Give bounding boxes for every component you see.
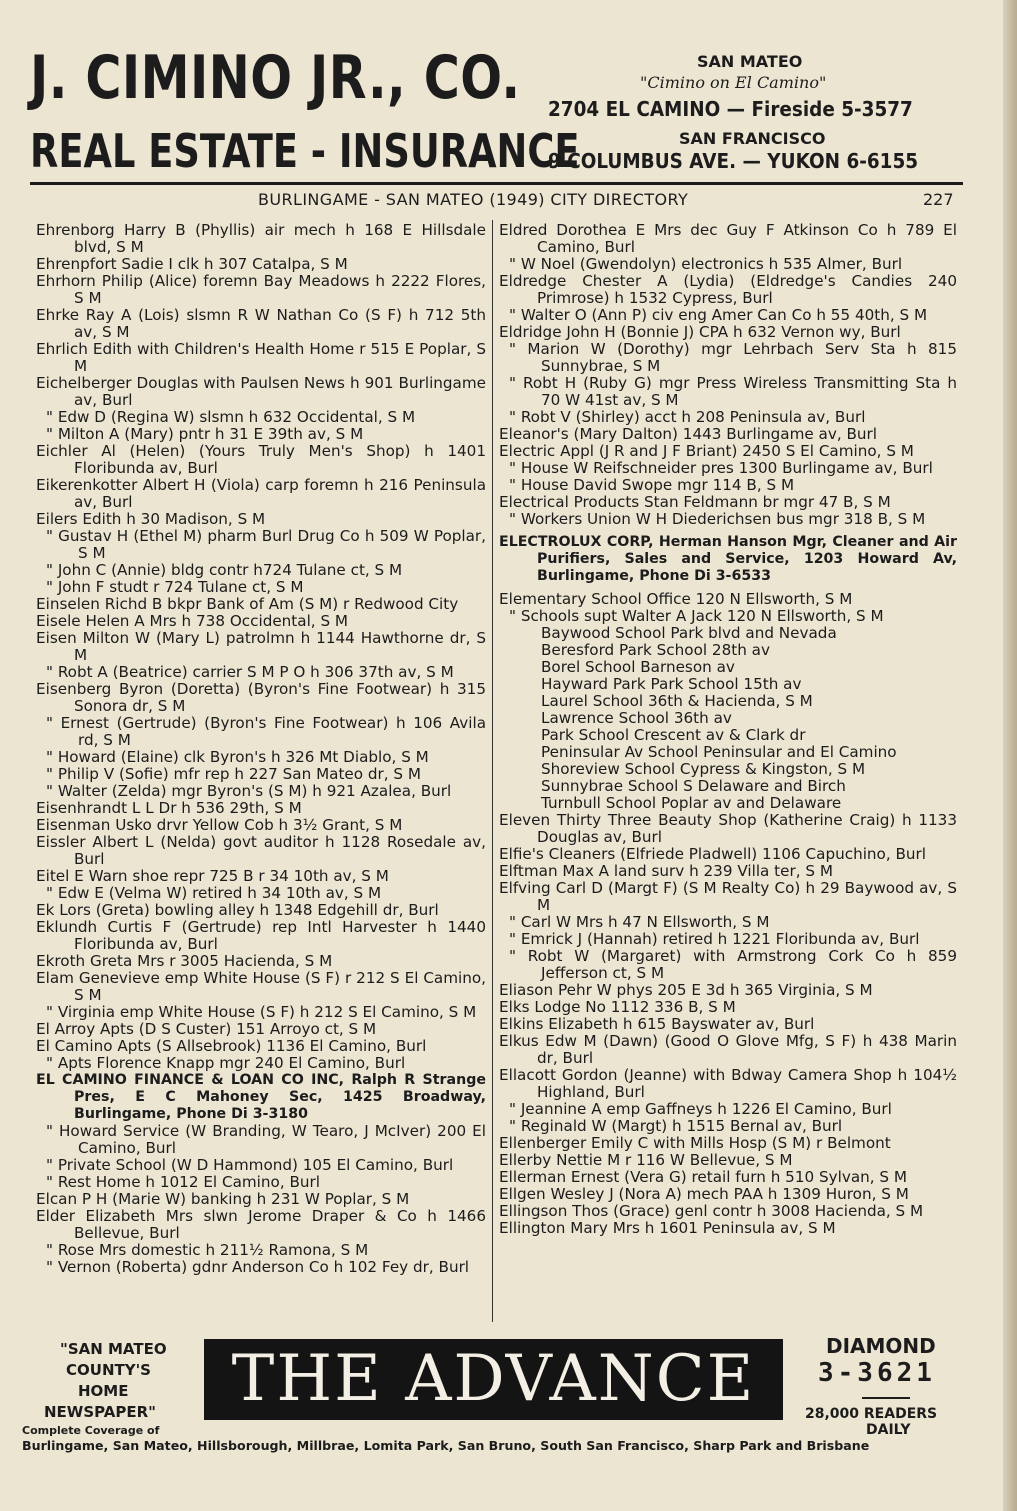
directory-entry: " Workers Union W H Diederichsen bus mgr 318 B, S M xyxy=(509,510,926,528)
directory-entry: " House W Reifschneider pres 1300 Burlingame av, Burl xyxy=(509,459,933,477)
directory-entry: Hayward Park Park School 15th av xyxy=(541,675,802,693)
directory-entry: Elftman Max A land surv h 239 Villa ter, S M xyxy=(499,862,833,880)
directory-entry: " Carl W Mrs h 47 N Ellsworth, S M xyxy=(509,913,770,931)
directory-entry: " Reginald W (Margt) h 1515 Bernal av, Burl xyxy=(509,1117,843,1135)
directory-entry: Shoreview School Cypress & Kingston, S M xyxy=(541,760,866,778)
directory-entry: Eissler Albert L (Nelda) govt auditor h 1128 Rosedale av, Burl xyxy=(36,833,486,868)
directory-entry: Eisen Milton W (Mary L) patrolmn h 1144 Hawthorne dr, S M xyxy=(36,629,486,664)
directory-entry: Ellington Mary Mrs h 1601 Peninsula av, S M xyxy=(499,1219,836,1237)
directory-entry: " Schools supt Walter A Jack 120 N Ellsworth, S M xyxy=(509,607,884,625)
frequency-label: DAILY xyxy=(866,1422,911,1438)
directory-entry: " Gustav H (Ethel M) pharm Burl Drug Co h 509 W Poplar, S M xyxy=(46,527,486,562)
directory-entry: " Philip V (Sofie) mfr rep h 227 San Mateo dr, S M xyxy=(46,765,422,783)
directory-entry: Ellacott Gordon (Jeanne) with Bdway Camera Shop h 104½ Highland, Burl xyxy=(499,1066,957,1101)
directory-entry: " Jeannine A emp Gaffneys h 1226 El Camino, Burl xyxy=(509,1100,892,1118)
advertisement-footer xyxy=(0,1330,1003,1511)
directory-entry: " Emrick J (Hannah) retired h 1221 Floribunda av, Burl xyxy=(509,930,920,948)
directory-entry: Eikerenkotter Albert H (Viola) carp foremn h 216 Peninsula av, Burl xyxy=(36,476,486,511)
directory-entry: Ehrlich Edith with Children's Health Home r 515 E Poplar, S M xyxy=(36,340,486,375)
directory-entry: " Marion W (Dorothy) mgr Lehrbach Serv Sta h 815 Sunnybrae, S M xyxy=(509,340,957,375)
directory-entry: Eldred Dorothea E Mrs dec Guy F Atkinson Co h 789 El Camino, Burl xyxy=(499,221,957,256)
directory-entry: Park School Crescent av & Clark dr xyxy=(541,726,806,744)
directory-entry: Baywood School Park blvd and Nevada xyxy=(541,624,837,642)
directory-entry: " Robt A (Beatrice) carrier S M P O h 306 37th av, S M xyxy=(46,663,454,681)
directory-entry: Elfving Carl D (Margt F) (S M Realty Co) h 29 Baywood av, S M xyxy=(499,879,957,914)
column-divider xyxy=(492,220,493,1322)
directory-entry: Eisenman Usko drvr Yellow Cob h 3½ Grant, S M xyxy=(36,816,403,834)
directory-entry: El Arroy Apts (D S Custer) 151 Arroyo ct, S M xyxy=(36,1020,377,1038)
directory-entry: Eleanor's (Mary Dalton) 1443 Burlingame av, Burl xyxy=(499,425,877,443)
directory-entry: Eisele Helen A Mrs h 738 Occidental, S M xyxy=(36,612,349,630)
directory-entry: " Vernon (Roberta) gdnr Anderson Co h 102 Fey dr, Burl xyxy=(46,1258,470,1276)
directory-entry: El Camino Apts (S Allsebrook) 1136 El Camino, Burl xyxy=(36,1037,427,1055)
readers-count: 28,000 READERS xyxy=(805,1406,938,1422)
company-services: REAL ESTATE - INSURANCE xyxy=(30,124,580,178)
directory-column-right xyxy=(499,222,957,1237)
directory-entry: Borel School Barneson av xyxy=(541,658,735,676)
directory-entry: " Robt V (Shirley) acct h 208 Peninsula av, Burl xyxy=(509,408,866,426)
directory-entry: Ellerby Nettie M r 116 W Bellevue, S M xyxy=(499,1151,793,1169)
office2-city: SAN FRANCISCO xyxy=(679,129,826,148)
advertisement-header xyxy=(0,0,1003,182)
directory-entry: " John C (Annie) bldg contr h724 Tulane ct, S M xyxy=(46,561,403,579)
directory-entry: " Robt W (Margaret) with Armstrong Cork Co h 859 Jefferson ct, S M xyxy=(509,947,957,982)
slogan-line: "SAN MATEO xyxy=(60,1340,167,1358)
directory-entry: Elder Elizabeth Mrs slwn Jerome Draper & Co h 1466 Bellevue, Burl xyxy=(36,1207,486,1242)
directory-entry: Ellingson Thos (Grace) genl contr h 3008 Hacienda, S M xyxy=(499,1202,924,1220)
directory-entry: Eklundh Curtis F (Gertrude) rep Intl Harvester h 1440 Floribunda av, Burl xyxy=(36,918,486,953)
directory-entry: Electrical Products Stan Feldmann br mgr 47 B, S M xyxy=(499,493,891,511)
directory-entry: Electric Appl (J R and J F Briant) 2450 S El Camino, S M xyxy=(499,442,914,460)
office1-slogan: "Cimino on El Camino" xyxy=(640,73,827,92)
directory-entry: Eldridge John H (Bonnie J) CPA h 632 Vernon wy, Burl xyxy=(499,323,901,341)
directory-entry: " Milton A (Mary) pntr h 31 E 39th av, S M xyxy=(46,425,364,443)
directory-entry: " Edw E (Velma W) retired h 34 10th av, S M xyxy=(46,884,382,902)
directory-entry: " John F studt r 724 Tulane ct, S M xyxy=(46,578,304,596)
office1-address: 2704 EL CAMINO — Fireside 5-3577 xyxy=(548,97,913,121)
directory-entry: Einselen Richd B bkpr Bank of Am (S M) r Redwood City xyxy=(36,595,459,613)
office2-address: 9 COLUMBUS AVE. — YUKON 6-6155 xyxy=(548,149,919,173)
running-head: BURLINGAME - SAN MATEO (1949) CITY DIRECTORY xyxy=(258,190,689,209)
newspaper-name: THE ADVANCE xyxy=(204,1339,783,1420)
directory-entry: " Walter O (Ann P) civ eng Amer Can Co h 55 40th, S M xyxy=(509,306,928,324)
directory-entry: Eichler Al (Helen) (Yours Truly Men's Shop) h 1401 Floribunda av, Burl xyxy=(36,442,486,477)
directory-entry: Beresford Park School 28th av xyxy=(541,641,770,659)
directory-entry: " Private School (W D Hammond) 105 El Camino, Burl xyxy=(46,1156,454,1174)
phone-rule xyxy=(862,1397,910,1399)
directory-entry: " Howard Service (W Branding, W Tearo, J McIver) 200 El Camino, Burl xyxy=(46,1122,486,1157)
directory-entry: Laurel School 36th & Hacienda, S M xyxy=(541,692,813,710)
coverage-cities: Burlingame, San Mateo, Hillsborough, Millbrae, Lomita Park, San Bruno, South San Francisco, Sharp Park and Brisbane xyxy=(22,1438,870,1453)
slogan-line: NEWSPAPER" xyxy=(44,1403,156,1421)
office1-city: SAN MATEO xyxy=(697,52,803,71)
directory-entry: " Edw D (Regina W) slsmn h 632 Occidental, S M xyxy=(46,408,416,426)
directory-entry: Elfie's Cleaners (Elfriede Pladwell) 1106 Capuchino, Burl xyxy=(499,845,926,863)
directory-entry: Ek Lors (Greta) bowling alley h 1348 Edgehill dr, Burl xyxy=(36,901,439,919)
directory-entry: Eilers Edith h 30 Madison, S M xyxy=(36,510,266,528)
directory-entry: Elkus Edw M (Dawn) (Good O Glove Mfg, S F) h 438 Marin dr, Burl xyxy=(499,1032,957,1067)
directory-entry: Elementary School Office 120 N Ellsworth, S M xyxy=(499,590,853,608)
directory-entry: Elks Lodge No 1112 336 B, S M xyxy=(499,998,736,1016)
directory-entry: Ehrke Ray A (Lois) slsmn R W Nathan Co (S F) h 712 5th av, S M xyxy=(36,306,486,341)
directory-entry: Elcan P H (Marie W) banking h 231 W Poplar, S M xyxy=(36,1190,410,1208)
phone-number: 3-3621 xyxy=(818,1358,936,1388)
directory-entry: Sunnybrae School S Delaware and Birch xyxy=(541,777,846,795)
slogan-line: HOME xyxy=(78,1382,129,1400)
page-number: 227 xyxy=(923,190,954,209)
directory-entry: Eitel E Warn shoe repr 725 B r 34 10th av, S M xyxy=(36,867,389,885)
directory-entry: Eisenberg Byron (Doretta) (Byron's Fine Footwear) h 315 Sonora dr, S M xyxy=(36,680,486,715)
slogan-line: COUNTY'S xyxy=(66,1361,151,1379)
directory-entry: " Walter (Zelda) mgr Byron's (S M) h 921 Azalea, Burl xyxy=(46,782,452,800)
directory-display-listing: ELECTROLUX CORP, Herman Hanson Mgr, Cleaner and Air Purifiers, Sales and Service, 1203 Howard Av, Burlingame, Phone Di 3-6533 xyxy=(499,534,957,584)
phone-exchange: DIAMOND xyxy=(826,1334,936,1358)
directory-entry: " Virginia emp White House (S F) h 212 S El Camino, S M xyxy=(46,1003,477,1021)
directory-entry: " Robt H (Ruby G) mgr Press Wireless Transmitting Sta h 70 W 41st av, S M xyxy=(509,374,957,409)
header-rule xyxy=(30,182,963,185)
directory-entry: Ehrhorn Philip (Alice) foremn Bay Meadows h 2222 Flores, S M xyxy=(36,272,486,307)
directory-entry: Eleven Thirty Three Beauty Shop (Katherine Craig) h 1133 Douglas av, Burl xyxy=(499,811,957,846)
directory-entry: Eldredge Chester A (Lydia) (Eldredge's Candies 240 Primrose) h 1532 Cypress, Burl xyxy=(499,272,957,307)
directory-entry: " Ernest (Gertrude) (Byron's Fine Footwear) h 106 Avila rd, S M xyxy=(46,714,486,749)
page-binding-edge xyxy=(1003,0,1017,1511)
coverage-label: Complete Coverage of xyxy=(22,1424,160,1437)
directory-entry: Elkins Elizabeth h 615 Bayswater av, Burl xyxy=(499,1015,815,1033)
directory-entry: Ellenberger Emily C with Mills Hosp (S M) r Belmont xyxy=(499,1134,891,1152)
directory-entry: Ekroth Greta Mrs r 3005 Hacienda, S M xyxy=(36,952,333,970)
company-name: J. CIMINO JR., CO. xyxy=(30,43,521,113)
directory-entry: Elam Genevieve emp White House (S F) r 212 S El Camino, S M xyxy=(36,969,486,1004)
directory-entry: " Howard (Elaine) clk Byron's h 326 Mt Diablo, S M xyxy=(46,748,429,766)
directory-entry: " Rest Home h 1012 El Camino, Burl xyxy=(46,1173,320,1191)
directory-entry: Turnbull School Poplar av and Delaware xyxy=(541,794,842,812)
directory-display-listing: EL CAMINO FINANCE & LOAN CO INC, Ralph R Strange Pres, E C Mahoney Sec, 1425 Broadway, Burlingame, Phone Di 3-3180 xyxy=(36,1072,486,1122)
directory-entry: Eisenhrandt L L Dr h 536 29th, S M xyxy=(36,799,302,817)
directory-entry: Ellgen Wesley J (Nora A) mech PAA h 1309 Huron, S M xyxy=(499,1185,909,1203)
directory-entry: " House David Swope mgr 114 B, S M xyxy=(509,476,795,494)
directory-entry: Peninsular Av School Peninsular and El Camino xyxy=(541,743,897,761)
directory-entry: Ehrenpfort Sadie I clk h 307 Catalpa, S M xyxy=(36,255,348,273)
directory-entry: " Apts Florence Knapp mgr 240 El Camino, Burl xyxy=(46,1054,406,1072)
directory-entry: Eliason Pehr W phys 205 E 3d h 365 Virginia, S M xyxy=(499,981,873,999)
directory-entry: Ellerman Ernest (Vera G) retail furn h 510 Sylvan, S M xyxy=(499,1168,907,1186)
directory-entry: Eichelberger Douglas with Paulsen News h 901 Burlingame av, Burl xyxy=(36,374,486,409)
directory-entry: Lawrence School 36th av xyxy=(541,709,732,727)
directory-entry: " W Noel (Gwendolyn) electronics h 535 Almer, Burl xyxy=(509,255,903,273)
directory-column-left xyxy=(36,222,486,1276)
directory-entry: " Rose Mrs domestic h 211½ Ramona, S M xyxy=(46,1241,369,1259)
directory-entry: Ehrenborg Harry B (Phyllis) air mech h 168 E Hillsdale blvd, S M xyxy=(36,221,486,256)
